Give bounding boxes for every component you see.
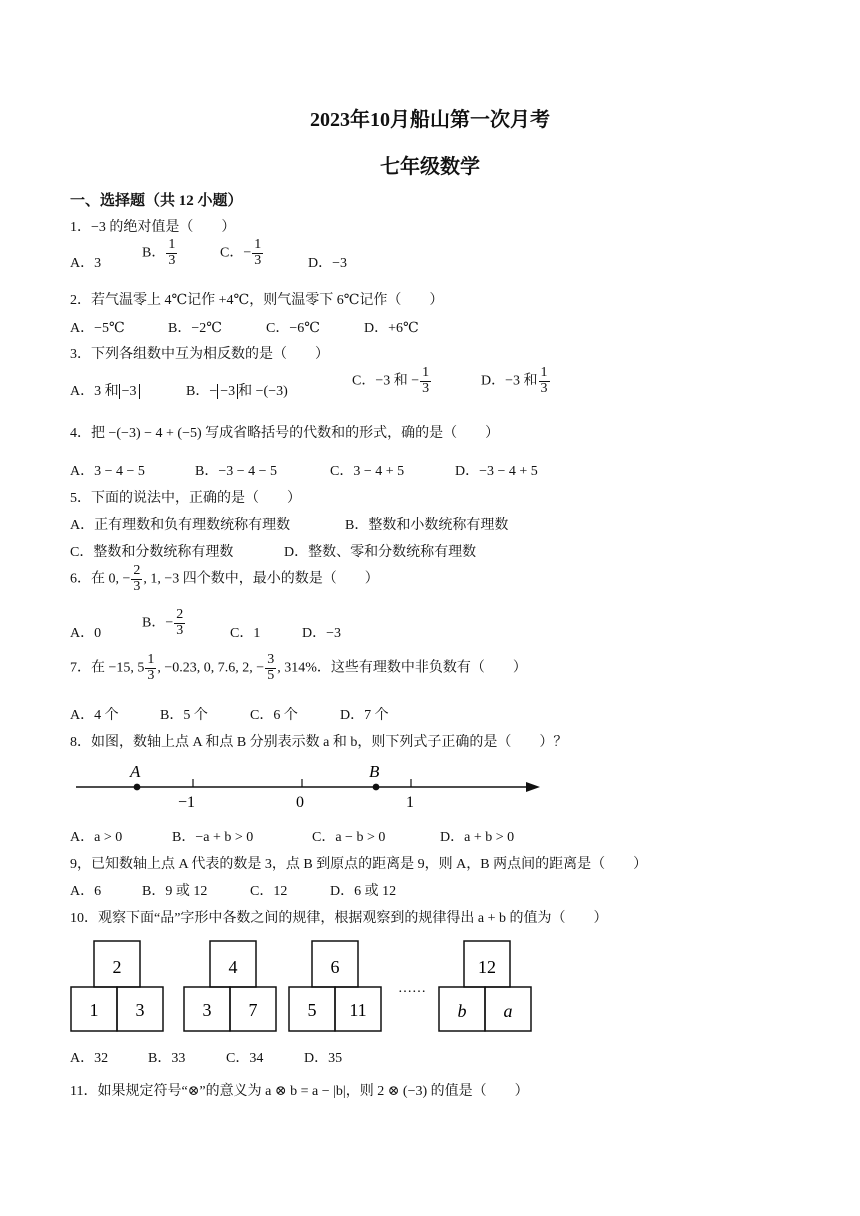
q6-option-d: D．−3 bbox=[302, 626, 342, 641]
q6-option-c: C．1 bbox=[230, 626, 261, 641]
section-heading: 一、选择题（共 12 小题） bbox=[70, 193, 243, 209]
tick-label-1: 1 bbox=[406, 794, 414, 811]
q2-option-d: D．+6℃ bbox=[364, 321, 419, 336]
q10-stem: 10．观察下面“品”字形中各数之间的规律，根据观察到的规律得出 a + b 的值为（ ） bbox=[70, 911, 608, 926]
q3-option-c: C．−3 和 − $\frac{1}{3}$ bbox=[352, 365, 430, 396]
axis-arrow-icon bbox=[526, 782, 540, 792]
pin-figure-4 bbox=[439, 941, 531, 1031]
q5-option-d: D．整数、零和分数统称有理数 bbox=[284, 545, 477, 560]
pin-figure-3 bbox=[289, 941, 381, 1031]
q5-option-b: B．整数和小数统称有理数 bbox=[345, 518, 509, 533]
q5-option-c: C．整数和分数统称有理数 bbox=[70, 545, 234, 560]
fig4-right: a bbox=[503, 1001, 513, 1021]
q6-stem: 6．在 0, − $\frac{2}{3}$ , 1, −3 四个数中，最小的数是（ ） bbox=[70, 563, 379, 594]
q5-stem: 5．下面的说法中，正确的是（ ） bbox=[70, 491, 301, 506]
q10-option-c: C．34 bbox=[226, 1051, 264, 1066]
point-b-label: B bbox=[369, 762, 380, 781]
q7-option-b: B．5 个 bbox=[160, 708, 208, 723]
fig2-top: 4 bbox=[228, 957, 238, 977]
tick-label-minus-1: −1 bbox=[178, 794, 196, 811]
q7-option-d: D．7 个 bbox=[340, 708, 389, 723]
fig1-top: 2 bbox=[112, 957, 122, 977]
q4-option-a: A．3 − 4 − 5 bbox=[70, 464, 145, 479]
q2-option-b: B．−2℃ bbox=[168, 321, 222, 336]
q9-option-a: A．6 bbox=[70, 884, 102, 899]
number-line-figure bbox=[70, 755, 550, 815]
fig3-right: 11 bbox=[349, 1000, 367, 1020]
q4-stem: 4．把 −(−3) − 4 + (−5) 写成省略括号的代数和的形式，确的是（ ） bbox=[70, 426, 500, 441]
fig4-left: b bbox=[457, 1001, 467, 1021]
q9-option-b: B．9 或 12 bbox=[142, 884, 208, 899]
q8-option-c: C．a − b > 0 bbox=[312, 830, 386, 845]
q6-option-a: A．0 bbox=[70, 626, 102, 641]
q2-option-c: C．−6℃ bbox=[266, 321, 320, 336]
pin-shape-figures bbox=[68, 938, 538, 1038]
ellipsis: …… bbox=[398, 981, 426, 996]
point-a-label: A bbox=[130, 762, 141, 781]
point-b-dot bbox=[373, 784, 380, 791]
fig3-left: 5 bbox=[307, 1000, 317, 1020]
q10-option-d: D．35 bbox=[304, 1051, 343, 1066]
q5-option-a: A．正有理数和负有理数统称有理数 bbox=[70, 518, 291, 533]
q9-option-c: C．12 bbox=[250, 884, 288, 899]
page-subtitle: 七年级数学 bbox=[380, 156, 480, 178]
q9-option-d: D．6 或 12 bbox=[330, 884, 397, 899]
q1-option-b: B． $\frac{1}{3}$ bbox=[142, 237, 176, 268]
q7-option-a: A．4 个 bbox=[70, 708, 119, 723]
q8-option-b: B．−a + b > 0 bbox=[172, 830, 254, 845]
q2-option-a: A．−5℃ bbox=[70, 321, 125, 336]
q1-stem: 1．−3 的绝对值是（ ） bbox=[70, 220, 236, 235]
q1-option-d: D．−3 bbox=[308, 256, 348, 271]
page-title: 2023年10月船山第一次月考 bbox=[310, 109, 550, 131]
q3-option-a: A．3 和 −3 bbox=[70, 380, 140, 400]
pin-figure-2 bbox=[184, 941, 276, 1031]
q8-option-a: A．a > 0 bbox=[70, 830, 123, 845]
fig2-left: 3 bbox=[202, 1000, 212, 1020]
q3-option-d: D．−3 和 $\frac{1}{3}$ bbox=[481, 365, 548, 396]
q10-option-b: B．33 bbox=[148, 1051, 186, 1066]
q1-option-a: A．3 bbox=[70, 256, 102, 271]
q8-stem: 8．如图，数轴上点 A 和点 B 分别表示数 a 和 b，则下列式子正确的是（ ）？ bbox=[70, 735, 568, 750]
q6-option-b: B．− $\frac{2}{3}$ bbox=[142, 607, 184, 638]
q7-option-c: C．6 个 bbox=[250, 708, 298, 723]
q9-stem: 9，已知数轴上点 A 代表的数是 3，点 B 到原点的距离是 9，则 A，B 两点间的距离是（ ） bbox=[70, 857, 648, 872]
q11-stem: 11．如果规定符号“⊗”的意义为 a ⊗ b = a − |b|，则 2 ⊗ (−3) 的值是（ ） bbox=[70, 1084, 529, 1099]
pin-figure-1 bbox=[71, 941, 163, 1031]
q2-stem: 2．若气温零上 4℃记作 +4℃，则气温零下 6℃记作（ ） bbox=[70, 293, 444, 308]
fig4-top: 12 bbox=[478, 957, 496, 977]
q4-option-b: B．−3 − 4 − 5 bbox=[195, 464, 278, 479]
q4-option-d: D．−3 − 4 + 5 bbox=[455, 464, 538, 479]
q4-option-c: C．3 − 4 + 5 bbox=[330, 464, 405, 479]
fig1-left: 1 bbox=[89, 1000, 99, 1020]
q1-option-c: C．− $\frac{1}{3}$ bbox=[220, 237, 262, 268]
q3-stem: 3．下列各组数中互为相反数的是（ ） bbox=[70, 347, 329, 362]
fig2-right: 7 bbox=[248, 1000, 258, 1020]
q8-option-d: D．a + b > 0 bbox=[440, 830, 515, 845]
point-a-dot bbox=[134, 784, 141, 791]
q3-option-b: B．− −3 和 −(−3) bbox=[186, 384, 288, 399]
fig3-top: 6 bbox=[330, 957, 340, 977]
q7-stem: 7．在 −15, 5 $\frac{1}{3}$ , −0.23, 0, 7.6, 2, − $\frac{3}{5}$ , 314%．这些有理数中非负数有（ ） bbox=[70, 652, 527, 683]
tick-label-0: 0 bbox=[296, 794, 304, 811]
fig1-right: 3 bbox=[135, 1000, 145, 1020]
q10-option-a: A．32 bbox=[70, 1051, 109, 1066]
